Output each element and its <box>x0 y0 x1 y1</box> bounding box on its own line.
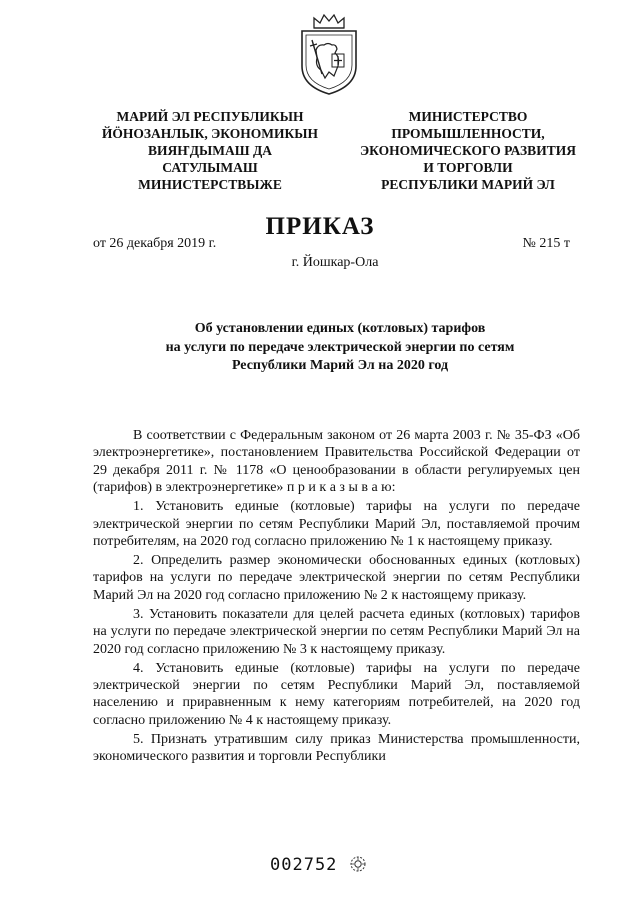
body-paragraph: 4. Установить единые (котловые) тарифы на услуги по передаче электрической энергии по сетям Республики Марий Эл, поставляемой населению и приравненным к нему категориям потребителей, на 2020 год согласно приложению № 4 к настоящему приказу. <box>93 660 580 728</box>
seal-icon <box>349 855 367 873</box>
header-line: ВИЯҤДЫМАШ ДА <box>148 143 272 158</box>
document-date: от 26 декабря 2019 г. <box>93 236 217 251</box>
document-city: г. Йошкар-Ола <box>291 255 379 270</box>
body-paragraph: В соответствии с Федеральным законом от 26 марта 2003 г. № 35-ФЗ «Об электроэнергетике», постановлением Правительства Российской Федерации от 29 декабря 2011 г. № 1178 «О ценообразовании в области регулируемых цен (тарифов) в электроэнергетике» п р и к а з ы в а ю: <box>93 428 580 496</box>
header-line: ПРОМЫШЛЕННОСТИ, <box>391 126 545 141</box>
header-line: МИНИСТЕРСТВЫЖЕ <box>138 177 282 192</box>
header-line: САТУЛЫМАШ <box>162 160 258 175</box>
subject-line: Республики Марий Эл на 2020 год <box>231 358 449 373</box>
header-line: ЙӦНОЗАНЛЫК, ЭКОНОМИКЫН <box>101 126 319 141</box>
body-paragraph: 2. Определить размер экономически обоснованных единых (котловых) тарифов на услуги по передаче электрической энергии по сетям Республики Марий Эл на 2020 год согласно приложению № 2 к настоящему приказу. <box>93 553 580 603</box>
ministry-header-mari <box>90 108 330 193</box>
header-line: МАРИЙ ЭЛ РЕСПУБЛИКЫН <box>116 109 304 124</box>
body-paragraph: 1. Установить единые (котловые) тарифы на услуги по передаче электрической энергии по сетям Республики Марий Эл, поставляемой прочим потребителям, на 2020 год согласно приложению № 1 к настоящему приказу. <box>93 499 580 550</box>
coat-of-arms-icon <box>298 14 360 96</box>
document-number: № 215 т <box>522 236 570 251</box>
subject-line: Об установлении единых (котловых) тарифов <box>194 321 486 336</box>
document-title: ПРИКАЗ <box>265 213 375 240</box>
header-line: И ТОРГОВЛИ <box>423 160 513 175</box>
document-subject <box>100 320 580 376</box>
subject-line: на услуги по передаче электрической энергии по сетям <box>165 339 515 355</box>
header-line: МИНИСТЕРСТВО <box>408 109 528 124</box>
ministry-header-russian <box>348 108 588 193</box>
header-line: РЕСПУБЛИКИ МАРИЙ ЭЛ <box>381 177 555 192</box>
header-line: ЭКОНОМИЧЕСКОГО РАЗВИТИЯ <box>360 143 576 158</box>
body-paragraph: 5. Признать утратившим силу приказ Министерства промышленности, экономического развития и торговли Республики <box>93 731 580 765</box>
serial-number: 002752 <box>270 855 338 875</box>
document-body <box>93 427 580 767</box>
body-paragraph: 3. Установить показатели для целей расчета единых (котловых) тарифов на услуги по передаче электрической энергии по сетям Республики Марий Эл на 2020 год согласно приложению № 3 к настоящему приказу. <box>93 606 580 657</box>
